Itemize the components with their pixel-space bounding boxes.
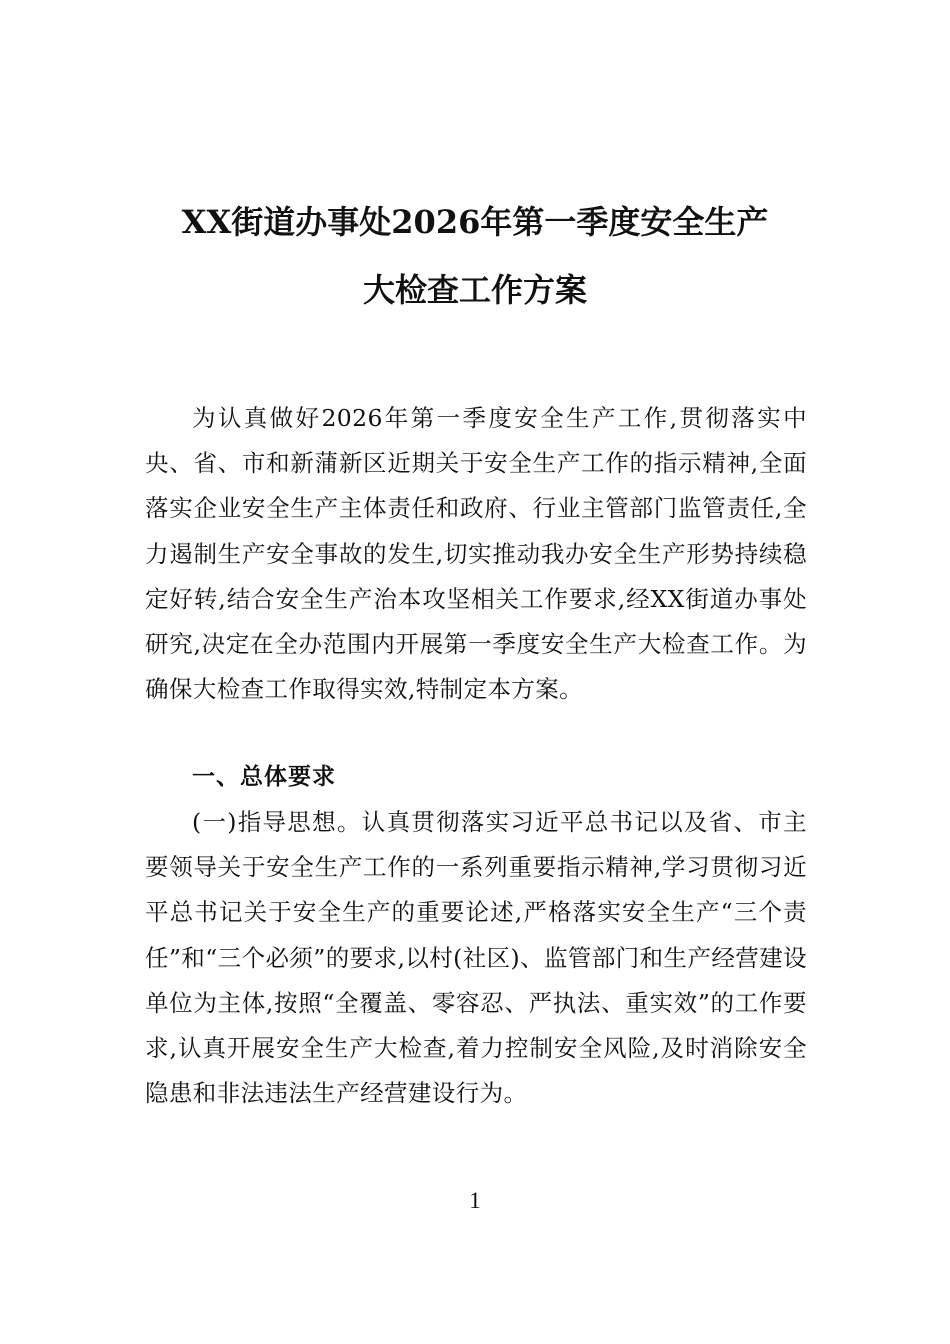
page-number: 1: [469, 1188, 481, 1213]
guiding-ideology-paragraph: (一)指导思想。认真贯彻落实习近平总书记以及省、市主要领导关于安全生产工作的一系列重要指示精神,学习贯彻习近平总书记关于安全生产的重要论述,严格落实安全生产“三个责任”和“三个必须”的要求,以村(社区)、监管部门和生产经营建设单位为主体,按照“全覆盖、零容忍、严执法、重实效”的工作要求,认真开展安全生产大检查,着力控制安全风险,及时消除安全隐患和非法违法生产经营建设行为。: [145, 808, 807, 1108]
section-heading: 一、总体要求: [192, 764, 336, 790]
document-title-line-2: 大检查工作方案: [362, 271, 587, 309]
intro-paragraph: 为认真做好2026年第一季度安全生产工作,贯彻落实中央、省、市和新蒲新区近期关于安全生产工作的指示精神,全面落实企业安全生产主体责任和政府、行业主管部门监管责任,全力遏制生产安全事故的发生,切实推动我办安全生产形势持续稳定好转,结合安全生产治本攻坚相关工作要求,经XX街道办事处研究,决定在全办范围内开展第一季度安全生产大检查工作。为确保大检查工作取得实效,特制定本方案。: [145, 404, 807, 704]
document-title-line-1: XX街道办事处2026年第一季度安全生产: [181, 203, 769, 241]
